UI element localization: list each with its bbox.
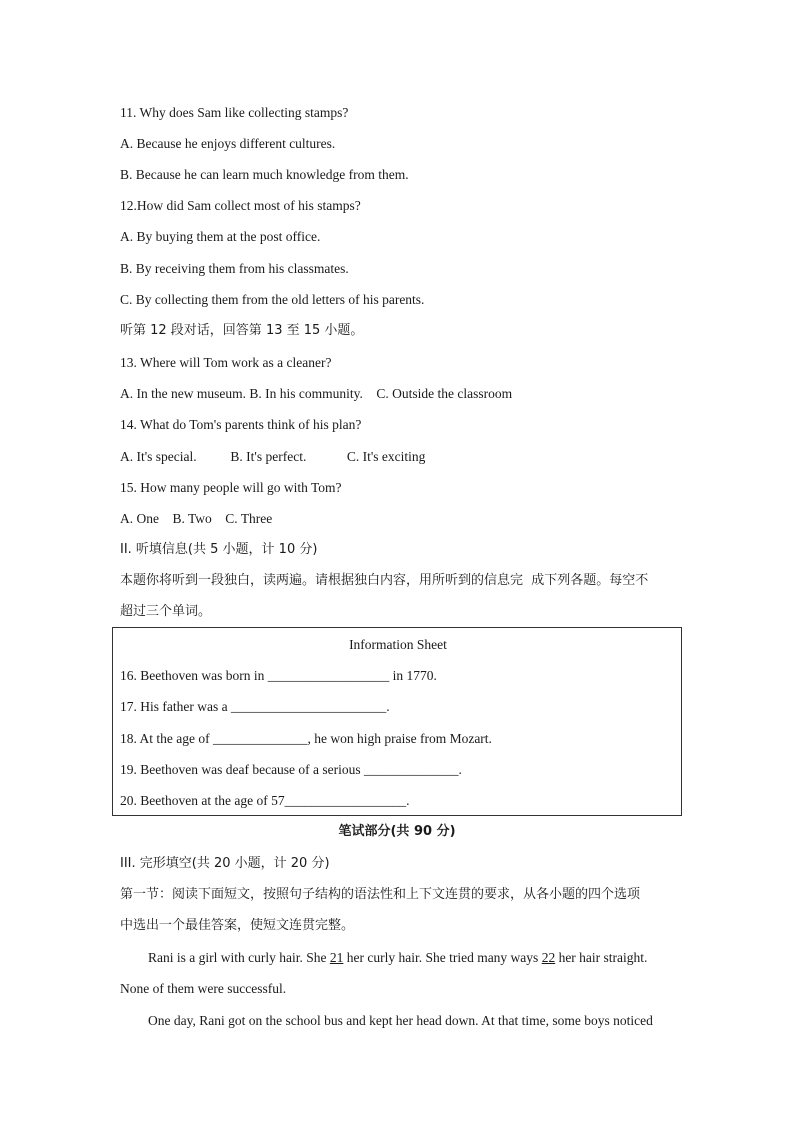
question-11-option-b: B. Because he can learn much knowledge from them. [120, 167, 409, 182]
question-14: 14. What do Tom's parents think of his plan? [120, 417, 362, 432]
question-11: 11. Why does Sam like collecting stamps? [120, 105, 349, 120]
question-15-options: A. One B. Two C. Three [120, 511, 273, 526]
passage-paragraph-1-line-2: None of them were successful. [120, 981, 287, 996]
passage-text: her hair straight. [555, 950, 648, 965]
written-part-heading: 笔试部分(共 90 分) [338, 824, 456, 839]
question-14-options: A. It's special. B. It's perfect. C. It's exciting [120, 449, 426, 464]
question-13-options: A. In the new museum. B. In his community. C. Outside the classroom [120, 386, 513, 401]
question-12-option-a: A. By buying them at the post office. [120, 229, 321, 244]
section-3-instruction-line-2: 中选出一个最佳答案，使短文连贯完整。 [120, 918, 355, 933]
sheet-item-19: 19. Beethoven was deaf because of a serious ______________. [120, 762, 462, 777]
section-3-instruction-line-1: 第一节：阅读下面短文，按照句子结构的语法性和上下文连贯的要求，从各小题的四个选项 [120, 887, 641, 902]
question-15: 15. How many people will go with Tom? [120, 480, 342, 495]
dialogue-12-instruction: 听第 12 段对话，回答第 13 至 15 小题。 [120, 323, 364, 338]
passage-paragraph-1-line-1 [148, 949, 647, 967]
question-12: 12.How did Sam collect most of his stamps? [120, 198, 361, 213]
sheet-item-16: 16. Beethoven was born in __________________ in 1770. [120, 668, 437, 683]
passage-text: Rani is a girl with curly hair. She [148, 950, 330, 965]
information-sheet [112, 627, 682, 816]
section-3-heading: III. 完形填空(共 20 小题，计 20 分) [120, 856, 330, 871]
question-12-option-c: C. By collecting them from the old letters of his parents. [120, 292, 425, 307]
question-11-option-a: A. Because he enjoys different cultures. [120, 136, 336, 151]
question-12-option-b: B. By receiving them from his classmates. [120, 261, 349, 276]
section-2-heading: II. 听填信息(共 5 小题，计 10 分) [120, 542, 318, 557]
passage-text: her curly hair. She tried many ways [343, 950, 542, 965]
section-2-instruction-line-1: 本题你将听到一段独白，读两遍。请根据独白内容，用所听到的信息完 成下列各题。每空不 [120, 573, 649, 588]
blank-22: 22 [541, 950, 556, 965]
sheet-item-20: 20. Beethoven at the age of 57__________________. [120, 793, 410, 808]
blank-21: 21 [329, 950, 344, 965]
sheet-item-18: 18. At the age of ______________, he won high praise from Mozart. [120, 731, 492, 746]
sheet-item-17: 17. His father was a _______________________. [120, 699, 390, 714]
information-sheet-title: Information Sheet [349, 637, 447, 652]
passage-paragraph-2: One day, Rani got on the school bus and kept her head down. At that time, some boys noticed [148, 1013, 653, 1028]
question-13: 13. Where will Tom work as a cleaner? [120, 355, 332, 370]
section-2-instruction-line-2: 超过三个单词。 [120, 604, 212, 619]
